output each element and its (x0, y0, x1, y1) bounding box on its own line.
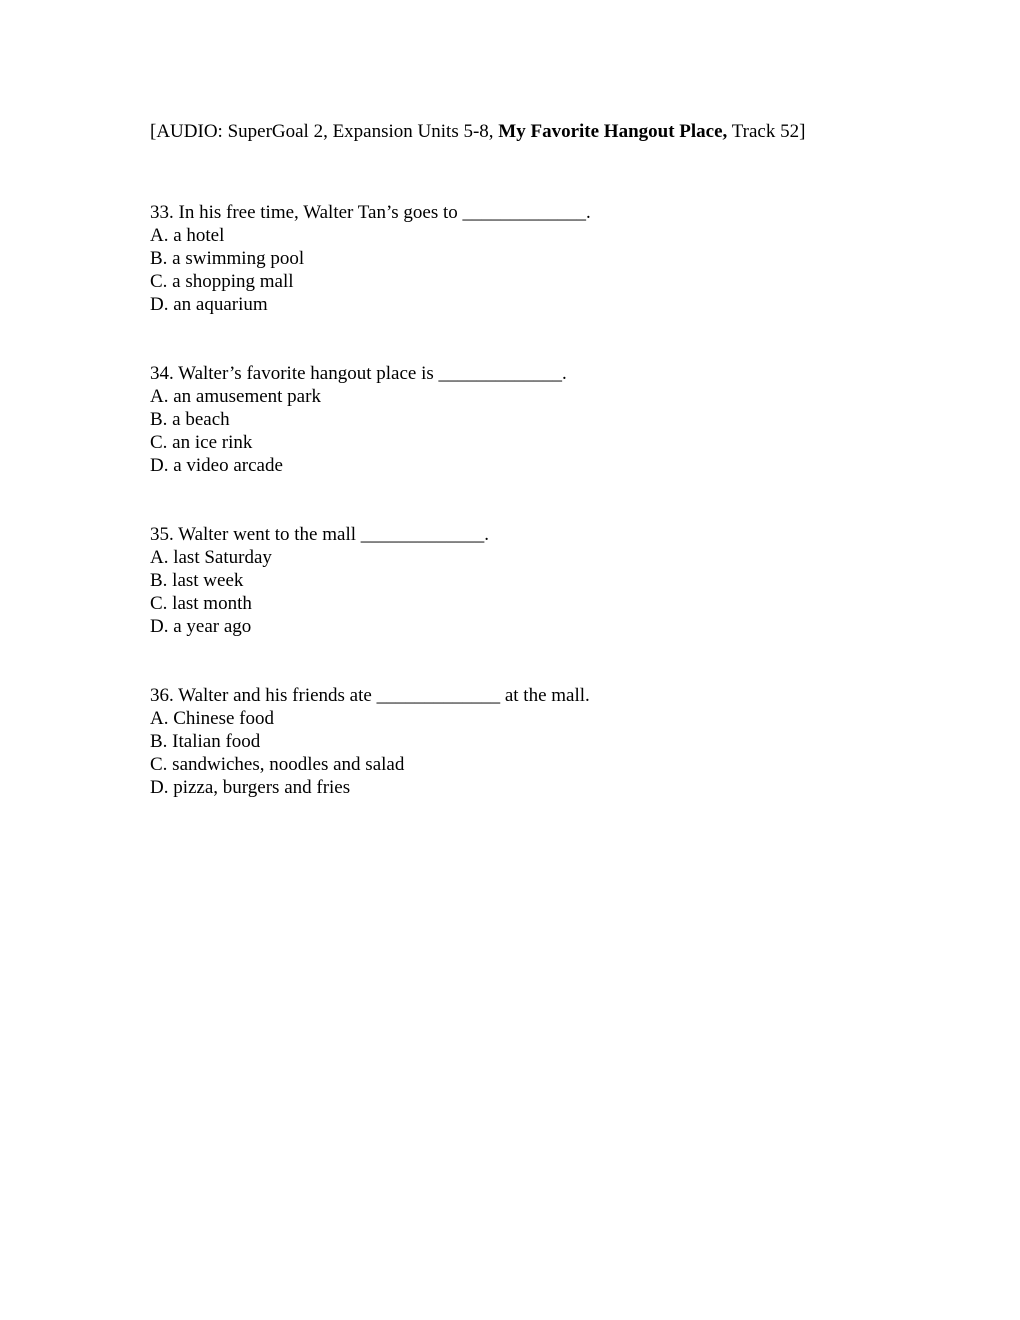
option-a: A. last Saturday (150, 547, 272, 568)
option-a: A. Chinese food (150, 708, 275, 729)
header-suffix: Track 52] (727, 121, 806, 142)
option-b: B. a swimming pool (150, 248, 305, 269)
option-b: B. Italian food (150, 731, 261, 752)
option-d: D. a year ago (150, 616, 252, 637)
question-36 (150, 684, 910, 799)
option-c: C. a shopping mall (150, 271, 294, 292)
audio-header (150, 120, 910, 143)
question-list (150, 201, 910, 799)
header-prefix: [AUDIO: SuperGoal 2, Expansion Units 5-8, (150, 121, 499, 142)
question-stem: 36. Walter and his friends ate _____________ at the mall. (150, 685, 590, 706)
option-d: D. pizza, burgers and fries (150, 777, 351, 798)
document-page (150, 120, 910, 845)
option-c: C. last month (150, 593, 252, 614)
option-c: C. sandwiches, noodles and salad (150, 754, 405, 775)
option-d: D. an aquarium (150, 294, 268, 315)
question-34 (150, 362, 910, 477)
option-a: A. a hotel (150, 225, 225, 246)
option-c: C. an ice rink (150, 432, 253, 453)
question-stem: 34. Walter’s favorite hangout place is _____________. (150, 363, 567, 384)
option-a: A. an amusement park (150, 386, 321, 407)
question-33 (150, 201, 910, 316)
question-stem: 33. In his free time, Walter Tan’s goes to _____________. (150, 202, 591, 223)
option-b: B. a beach (150, 409, 230, 430)
question-stem: 35. Walter went to the mall _____________. (150, 524, 490, 545)
header-title: My Favorite Hangout Place, (498, 121, 728, 142)
option-d: D. a video arcade (150, 455, 283, 476)
question-35 (150, 523, 910, 638)
option-b: B. last week (150, 570, 244, 591)
